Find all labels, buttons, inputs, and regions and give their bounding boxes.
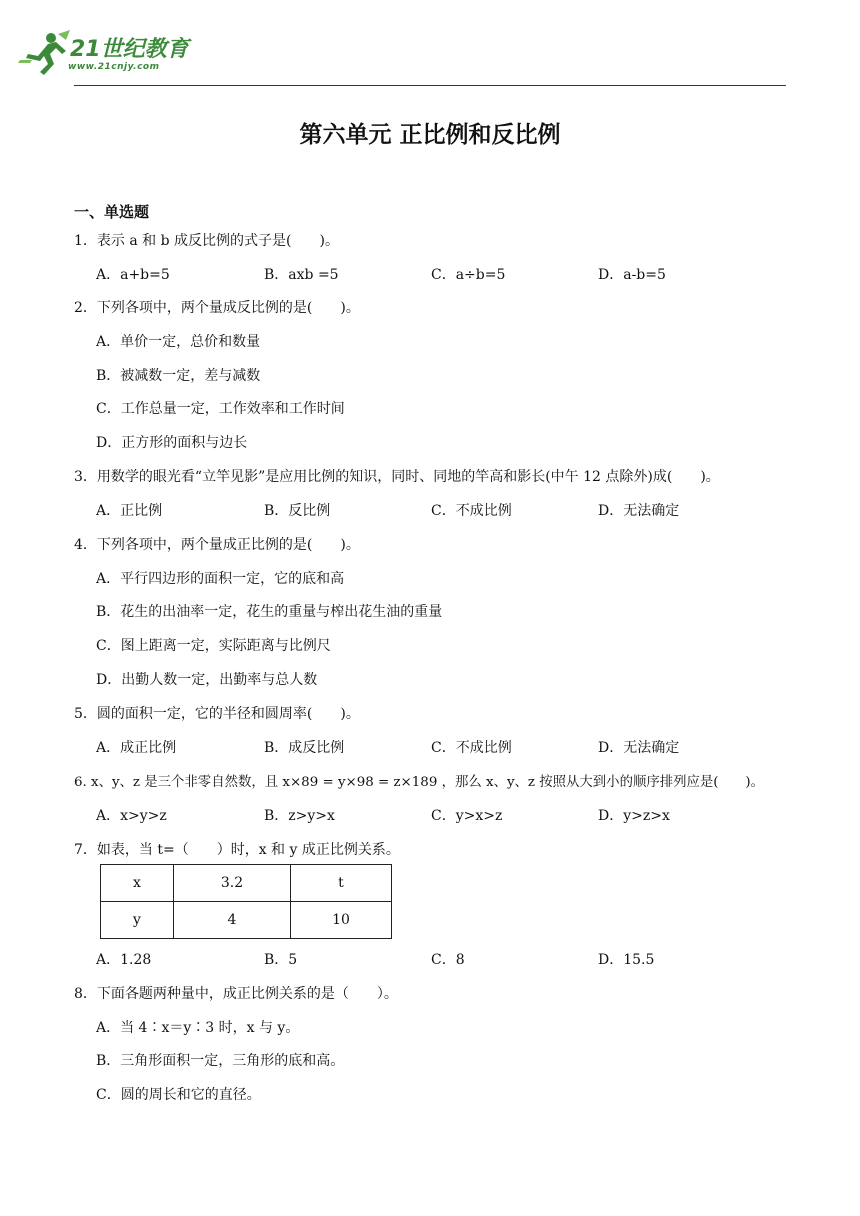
q5-option-b: B．成反比例 [264,740,345,756]
q1-option-d: D．a-b=5 [598,267,666,283]
q8-option-a: A．当 4∶x＝y∶3 时，x 与 y。 [96,1020,300,1036]
q2-option-d: D．正方形的面积与边长 [96,435,248,451]
q2-option-c: C．工作总量一定，工作效率和工作时间 [96,401,345,417]
section-heading: 一、单选题 [74,203,150,221]
q3-option-c: C．不成比例 [431,503,512,519]
page-header [0,0,860,90]
q5-option-a: A．成正比例 [96,740,177,756]
table-row [101,865,392,902]
question-6-stem: 6. x、y、z 是三个非零自然数，且 x×89 = y×98 = z×189 ，那么 x、y、z 按照从大到小的顺序排列应是( )。 [74,775,764,790]
table-cell: 3.2 [174,865,291,902]
question-7-stem: 7．如表，当 t=（ ）时，x 和 y 成正比例关系。 [74,842,400,858]
value-table [100,864,392,939]
runner-icon [18,30,70,76]
table-cell: y [101,902,174,939]
table-row [101,902,392,939]
question-8-stem: 8．下面各题两种量中，成正比例关系的是（ ）。 [74,986,398,1002]
page-title: 第六单元 正比例和反比例 [299,121,561,148]
logo-text: 21世纪教育 [70,37,189,62]
q6-option-a: A．x>y>z [96,808,167,824]
q3-option-b: B．反比例 [264,503,331,519]
q8-option-c: C．圆的周长和它的直径。 [96,1087,261,1103]
q8-option-b: B．三角形面积一定，三角形的底和高。 [96,1053,345,1069]
q2-option-a: A．单价一定，总价和数量 [96,334,261,350]
q2-option-b: B．被减数一定，差与减数 [96,368,261,384]
q5-option-d: D．无法确定 [598,740,680,756]
q6-option-c: C．y>x>z [431,808,503,824]
question-3-stem: 3．用数学的眼光看“立竿见影”是应用比例的知识，同时、同地的竿高和影长(中午 12 点除外)成( )。 [74,469,720,485]
q3-option-d: D．无法确定 [598,503,680,519]
question-2-stem: 2．下列各项中，两个量成反比例的是( )。 [74,300,360,316]
logo-url: www.21cnjy.com [68,62,160,72]
q6-option-b: B．z>y>x [264,808,335,824]
q1-option-b: B．axb =5 [264,267,339,283]
q7-option-c: C．8 [431,952,465,968]
table-cell: 4 [174,902,291,939]
q1-option-a: A．a+b=5 [96,267,170,283]
question-5-stem: 5．圆的面积一定，它的半径和圆周率( )。 [74,706,360,722]
q4-option-b: B．花生的出油率一定，花生的重量与榨出花生油的重量 [96,604,443,620]
question-4-stem: 4．下列各项中，两个量成正比例的是( )。 [74,537,360,553]
question-1-stem: 1．表示 a 和 b 成反比例的式子是( )。 [74,233,339,249]
q5-option-c: C．不成比例 [431,740,512,756]
q4-option-c: C．图上距离一定，实际距离与比例尺 [96,638,331,654]
logo [18,30,218,80]
table-cell: x [101,865,174,902]
q3-option-a: A．正比例 [96,503,163,519]
q4-option-a: A．平行四边形的面积一定，它的底和高 [96,571,345,587]
q4-option-d: D．出勤人数一定，出勤率与总人数 [96,672,318,688]
table-cell: t [291,865,392,902]
table-cell: 10 [291,902,392,939]
q7-option-b: B．5 [264,952,298,968]
q7-option-d: D．15.5 [598,952,655,968]
header-divider [74,85,786,86]
q1-option-c: C．a÷b=5 [431,267,506,283]
q6-option-d: D．y>z>x [598,808,670,824]
q7-option-a: A．1.28 [96,952,152,968]
